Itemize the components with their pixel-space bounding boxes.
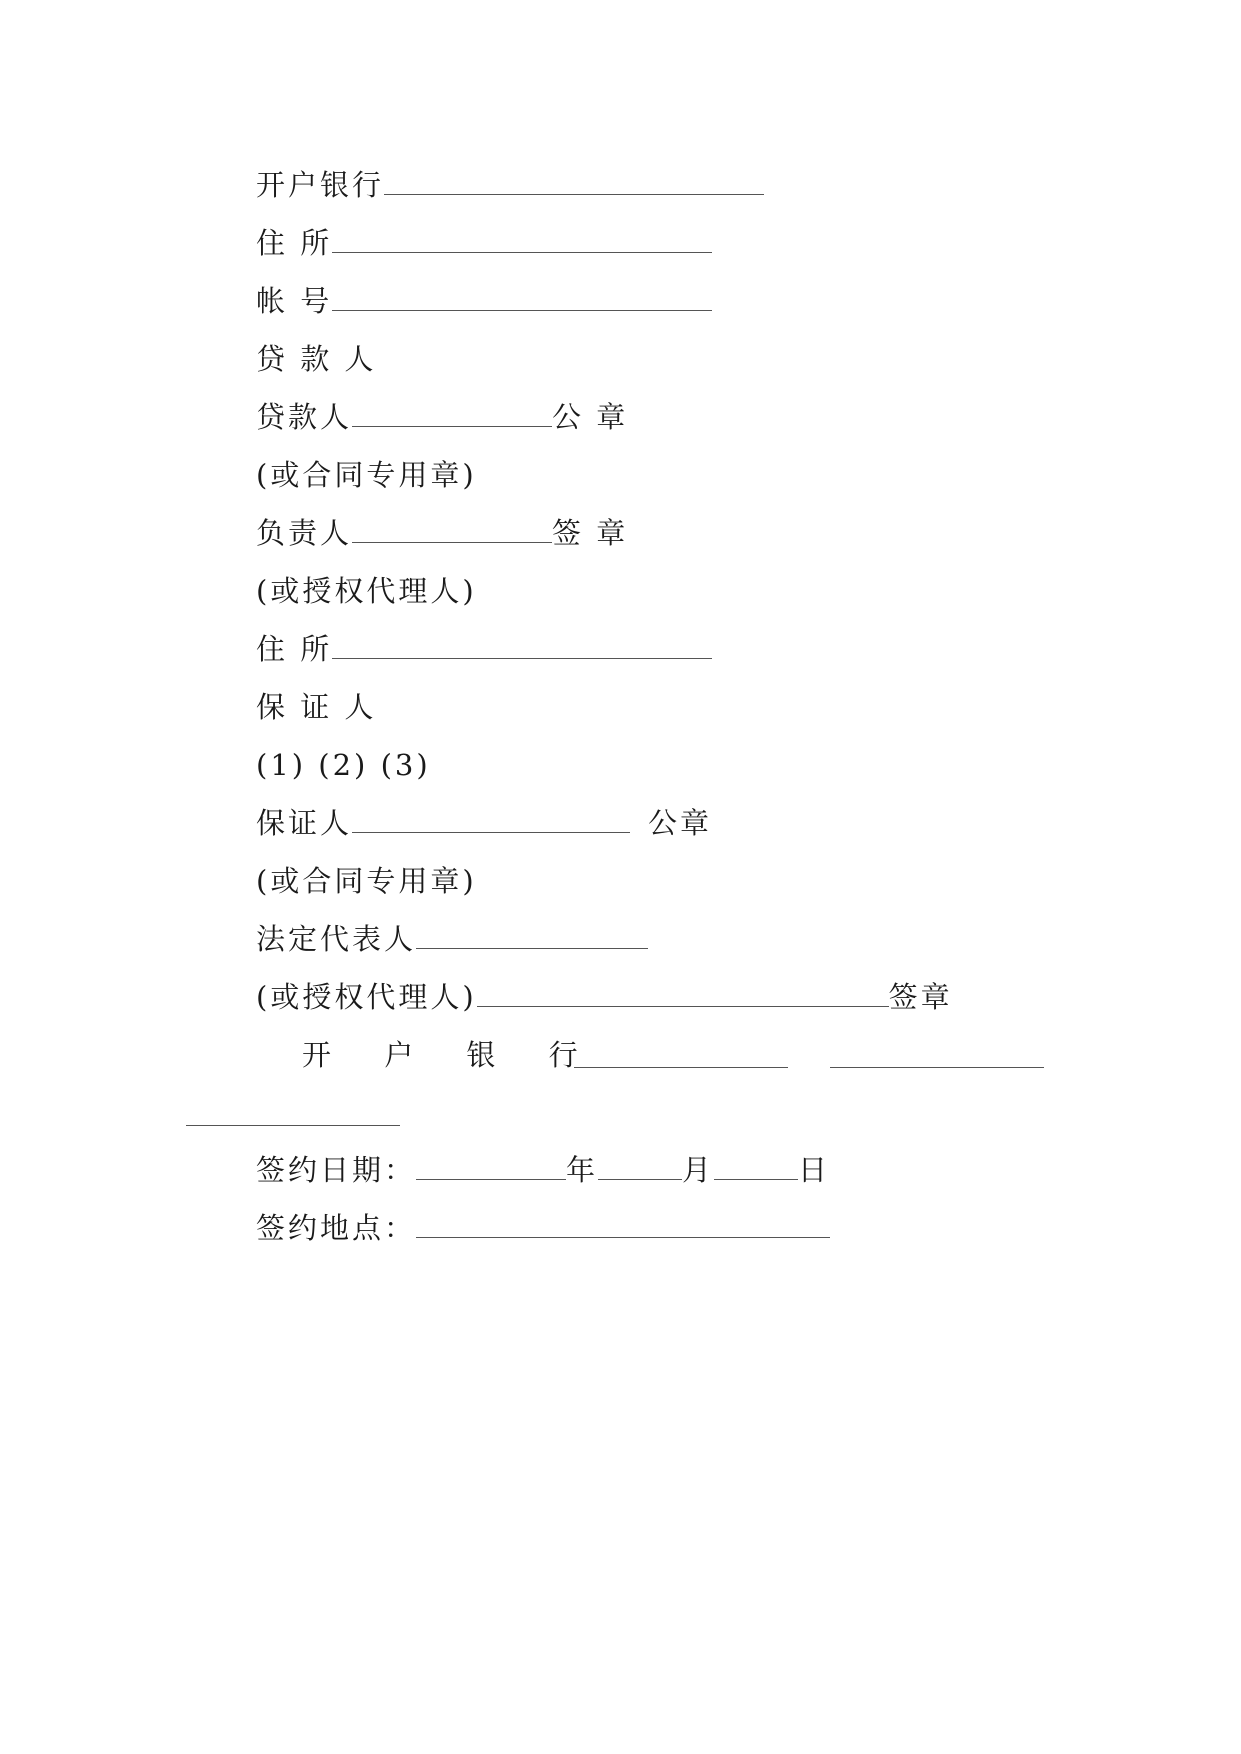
day-blank <box>714 1153 798 1180</box>
guarantor-numbering-text: (1) (2) (3) <box>256 748 431 782</box>
authorized-agent-note-text: (或授权代理人) <box>256 574 477 608</box>
guarantor-heading-text: 保 证 人 <box>256 690 377 724</box>
principal-label: 负责人 <box>256 516 353 550</box>
lender-address-label-2: 住 所 <box>256 632 333 666</box>
signing-place-label: 签约地点： <box>256 1211 417 1245</box>
guarantor-seal-label: 公章 <box>648 806 713 840</box>
lender-address-blank <box>332 226 712 253</box>
guarantor-label: 保证人 <box>256 806 353 840</box>
legal-rep-blank <box>416 922 648 949</box>
legal-rep-label: 法定代表人 <box>256 922 417 956</box>
authorized-agent-note <box>256 571 477 611</box>
guarantor-numbering <box>256 745 431 785</box>
lender-address-line-2 <box>256 629 712 669</box>
guarantor-bank-line <box>302 1035 600 1075</box>
lender-name-blank <box>352 400 552 427</box>
guarantor-signature-label: 签章 <box>888 980 953 1014</box>
legal-rep-line <box>256 919 648 959</box>
month-blank <box>598 1153 682 1180</box>
guarantor-bank-label: 开 户 银 行 <box>302 1038 600 1072</box>
contract-seal-note <box>256 455 477 495</box>
contract-seal-note-text: (或合同专用章) <box>256 458 477 492</box>
year-blank <box>416 1153 566 1180</box>
signing-date-line <box>256 1150 830 1190</box>
lender-address-line <box>256 223 712 263</box>
guarantor-agent-label: (或授权代理人) <box>256 980 477 1014</box>
lender-account-label: 帐 号 <box>256 284 333 318</box>
lender-bank-line <box>256 165 764 205</box>
lender-address-blank-2 <box>332 632 712 659</box>
guarantor-agent-blank <box>477 980 889 1007</box>
guarantor-contract-seal-note-text: (或合同专用章) <box>256 864 477 898</box>
guarantor-heading <box>256 687 376 727</box>
guarantor-seal-line <box>256 803 712 843</box>
lender-principal-line <box>256 513 628 553</box>
lender-account-blank <box>332 284 712 311</box>
principal-blank <box>352 516 552 543</box>
month-label: 月 <box>682 1153 715 1187</box>
lender-heading <box>256 339 376 379</box>
guarantor-contract-seal-note <box>256 861 477 901</box>
lender-seal-line <box>256 397 628 437</box>
lender-bank-label: 开户银行 <box>256 168 385 202</box>
signature-label: 签 章 <box>552 516 629 550</box>
year-label: 年 <box>566 1153 599 1187</box>
guarantor-bank-blank-3 <box>186 1124 400 1126</box>
signing-place-blank <box>416 1211 830 1238</box>
lender-address-label: 住 所 <box>256 226 333 260</box>
guarantor-name-blank <box>352 806 630 833</box>
lender-label: 贷款人 <box>256 400 353 434</box>
day-label: 日 <box>798 1153 831 1187</box>
guarantor-agent-line <box>256 977 953 1017</box>
lender-account-line <box>256 281 712 321</box>
signing-place-line <box>256 1208 830 1248</box>
guarantor-bank-blank-2 <box>830 1066 1044 1068</box>
lender-bank-blank <box>384 168 764 195</box>
lender-heading-text: 贷 款 人 <box>256 342 377 376</box>
seal-label: 公 章 <box>552 400 629 434</box>
guarantor-bank-blank-1 <box>574 1066 788 1068</box>
signing-date-label: 签约日期： <box>256 1153 417 1187</box>
